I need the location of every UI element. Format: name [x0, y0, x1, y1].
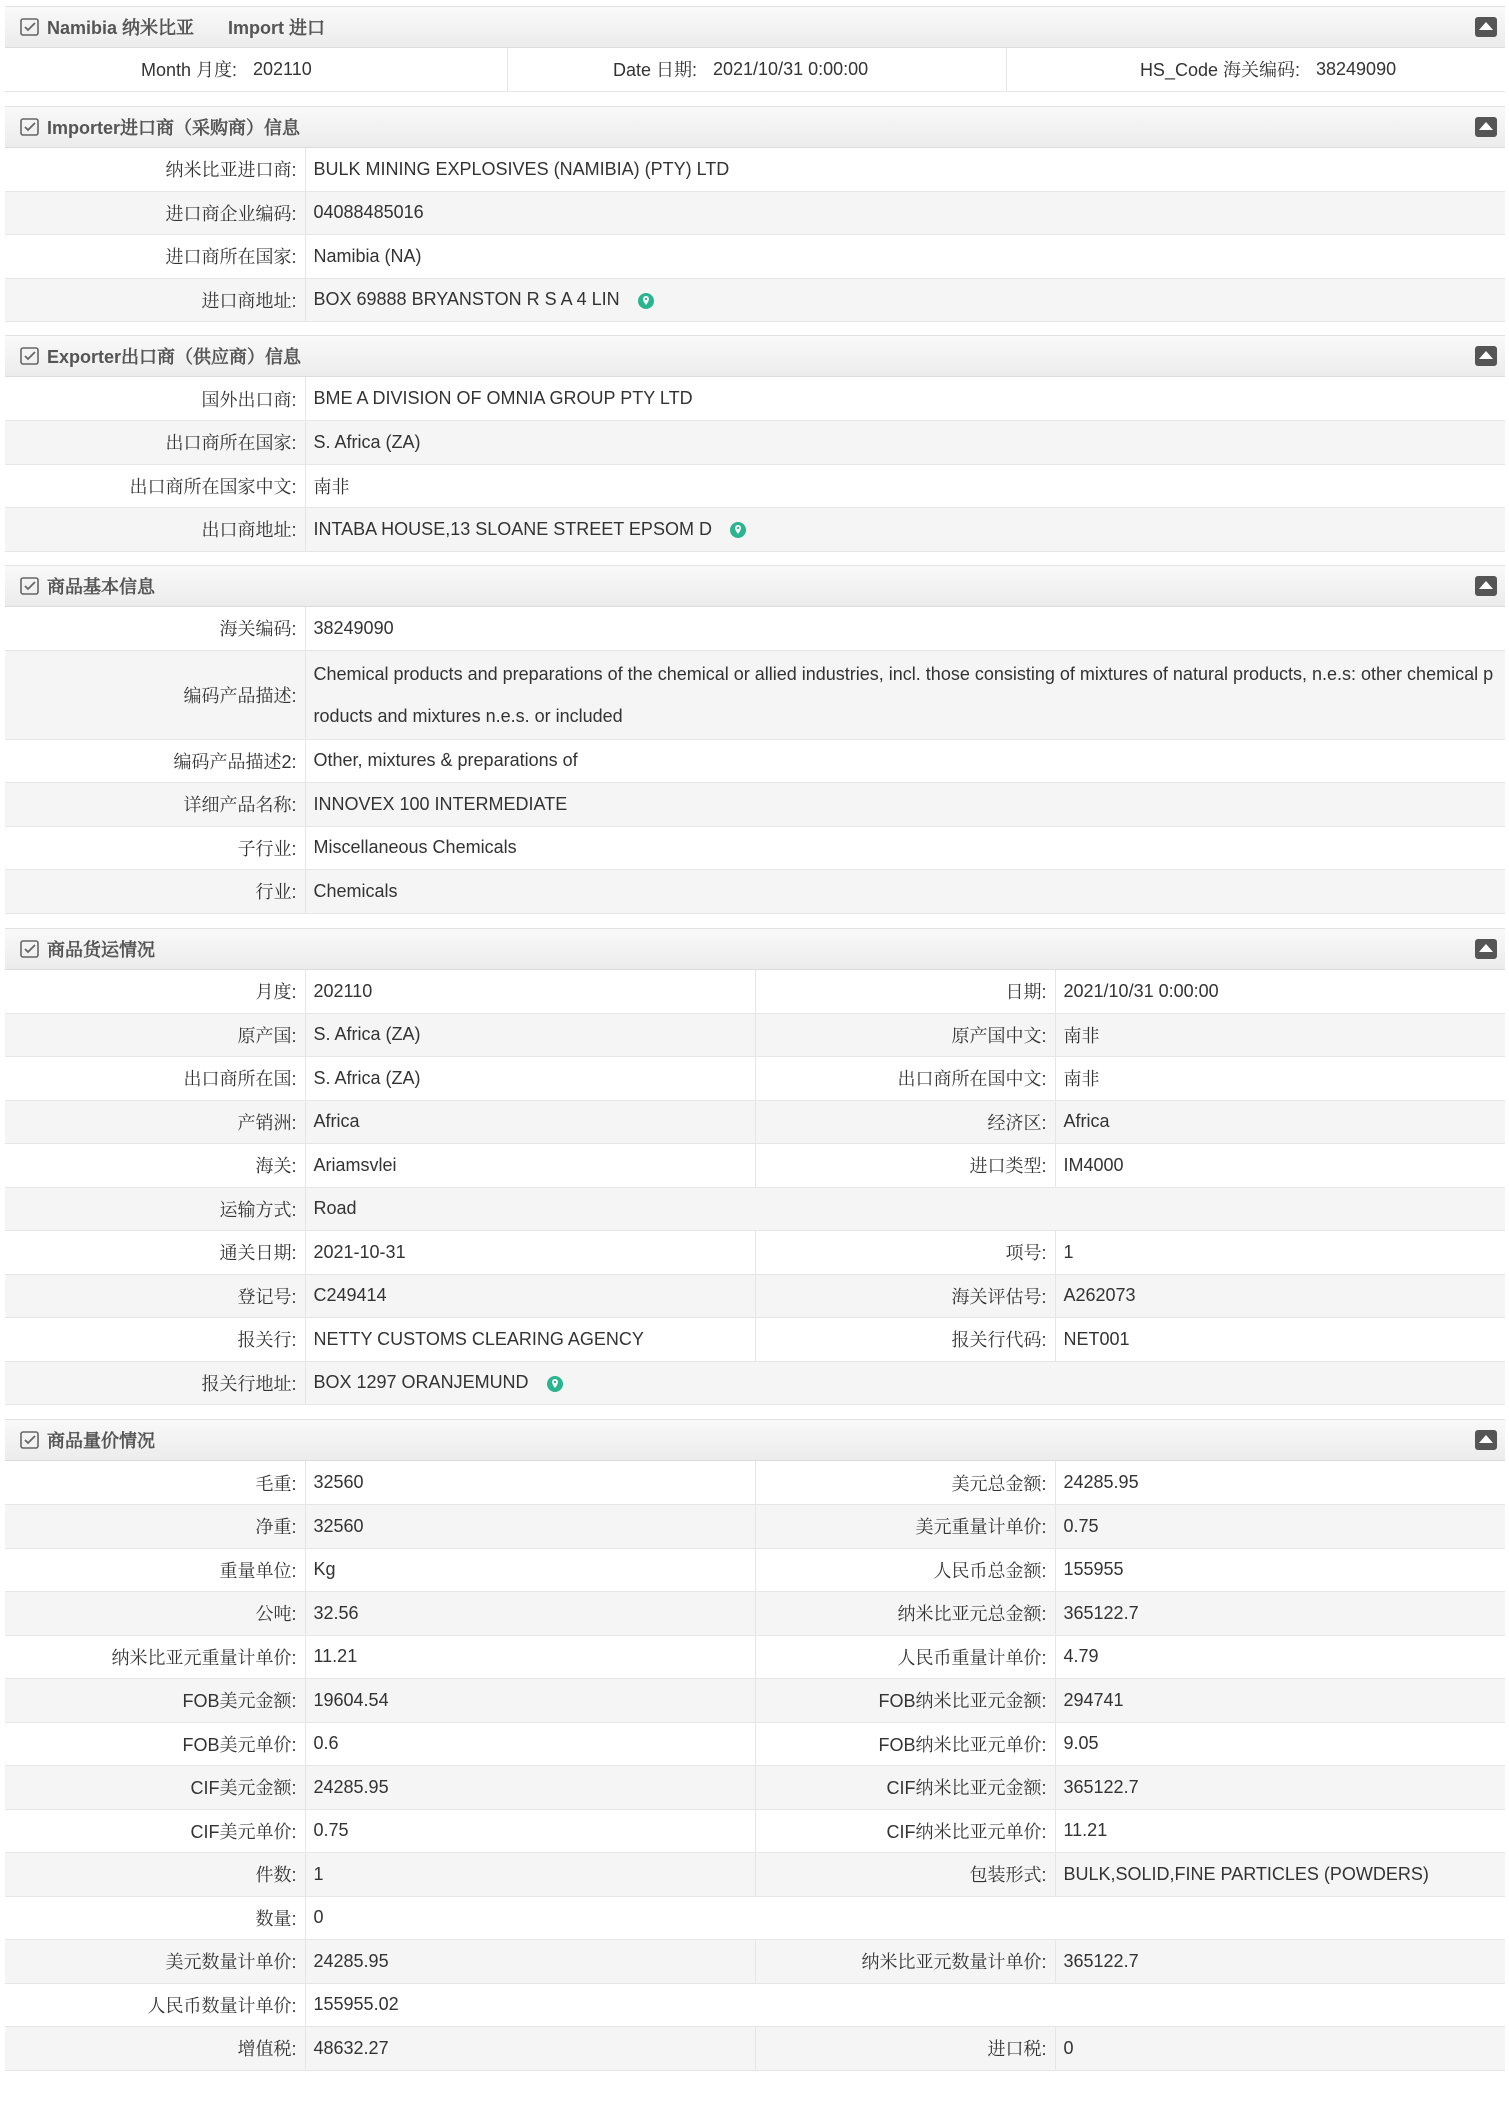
field-value: 11.21 [1055, 1809, 1505, 1853]
field-label: CIF纳米比亚元单价: [755, 1809, 1055, 1853]
pricing-row [5, 2027, 1505, 2071]
exporter-header [5, 335, 1505, 377]
hs-code-label: HS_Code 海关编码: [1006, 48, 1308, 91]
field-label: 包装形式: [755, 1853, 1055, 1897]
checklist-icon [19, 345, 41, 367]
shipping-row [5, 1013, 1505, 1057]
importer-row [5, 235, 1505, 279]
shipping-header [5, 928, 1505, 970]
field-value: 24285.95 [1055, 1461, 1505, 1505]
field-value: 365122.7 [1055, 1766, 1505, 1810]
country-title: Namibia 纳米比亚 [47, 18, 195, 38]
field-value: 0 [305, 1896, 1505, 1940]
field-label: 数量: [5, 1896, 305, 1940]
importer-table [5, 148, 1505, 323]
field-label: 重量单位: [5, 1548, 305, 1592]
product-section [5, 565, 1505, 914]
field-label: 公吨: [5, 1592, 305, 1636]
field-label: CIF美元单价: [5, 1809, 305, 1853]
field-label: 纳米比亚元数量计单价: [755, 1940, 1055, 1984]
field-label: 美元重量计单价: [755, 1505, 1055, 1549]
exporter-section [5, 335, 1505, 552]
field-label: 经济区: [755, 1100, 1055, 1144]
field-value: Ariamsvlei [305, 1144, 755, 1188]
field-value: 202110 [305, 970, 755, 1014]
importer-row [5, 148, 1505, 192]
field-value: 365122.7 [1055, 1940, 1505, 1984]
field-value: Africa [305, 1100, 755, 1144]
pricing-row [5, 1983, 1505, 2027]
broker-address-value: BOX 1297 ORANJEMUND [313, 1372, 529, 1393]
product-row [5, 783, 1505, 827]
code-description2-value: Other, mixtures & preparations of [305, 739, 1505, 783]
field-value: Africa [1055, 1100, 1505, 1144]
field-label: 进口税: [755, 2027, 1055, 2071]
shipping-table [5, 970, 1505, 1406]
field-value: BULK,SOLID,FINE PARTICLES (POWDERS) [1055, 1853, 1505, 1897]
importer-address-cell [305, 278, 1505, 322]
shipping-row [5, 1144, 1505, 1188]
checklist-icon [19, 575, 41, 597]
product-name-value: INNOVEX 100 INTERMEDIATE [305, 783, 1505, 827]
field-value: NET001 [1055, 1318, 1505, 1362]
shipping-row [5, 1100, 1505, 1144]
exporter-title: Exporter出口商（供应商）信息 [47, 347, 302, 367]
field-label: 出口商所在国中文: [755, 1057, 1055, 1101]
field-label: CIF美元金额: [5, 1766, 305, 1810]
product-table [5, 607, 1505, 914]
field-value: 2021/10/31 0:00:00 [1055, 970, 1505, 1014]
exporter-name-label: 国外出口商: [5, 377, 305, 421]
pricing-row [5, 1940, 1505, 1984]
date-label: Date 日期: [507, 48, 705, 91]
importer-country-label: 进口商所在国家: [5, 235, 305, 279]
field-label: 美元数量计单价: [5, 1940, 305, 1984]
summary-row [5, 48, 1505, 91]
exporter-row [5, 377, 1505, 421]
pricing-row [5, 1461, 1505, 1505]
importer-name-value: BULK MINING EXPLOSIVES (NAMIBIA) (PTY) LTD [305, 148, 1505, 192]
field-value: 南非 [1055, 1013, 1505, 1057]
pricing-row [5, 1809, 1505, 1853]
field-label: 运输方式: [5, 1187, 305, 1231]
pricing-section [5, 1419, 1505, 2071]
hs-code-value: 38249090 [1308, 48, 1505, 91]
exporter-address-cell [305, 508, 1505, 552]
checklist-icon [19, 16, 41, 38]
code-description2-label: 编码产品描述2: [5, 739, 305, 783]
product-title: 商品基本信息 [47, 576, 155, 597]
field-label: 报关行地址: [5, 1361, 305, 1405]
field-value: 155955.02 [305, 1983, 1505, 2027]
product-row [5, 826, 1505, 870]
exporter-address-value: INTABA HOUSE,13 SLOANE STREET EPSOM D [313, 518, 712, 539]
exporter-row [5, 508, 1505, 552]
field-label: 人民币数量计单价: [5, 1983, 305, 2027]
field-value: S. Africa (ZA) [305, 1013, 755, 1057]
importer-section [5, 106, 1505, 323]
shipping-row [5, 1057, 1505, 1101]
collapse-up-icon[interactable] [1475, 346, 1497, 366]
field-label: 纳米比亚元总金额: [755, 1592, 1055, 1636]
shipping-section [5, 928, 1505, 1406]
field-label: 海关: [5, 1144, 305, 1188]
summary-table [5, 48, 1505, 92]
field-label: 日期: [755, 970, 1055, 1014]
field-value: 南非 [1055, 1057, 1505, 1101]
field-value: 32560 [305, 1461, 755, 1505]
collapse-up-icon[interactable] [1475, 17, 1497, 37]
exporter-table [5, 377, 1505, 552]
shipping-row [5, 1274, 1505, 1318]
field-value: 9.05 [1055, 1722, 1505, 1766]
product-row [5, 607, 1505, 651]
industry-value: Chemicals [305, 870, 1505, 914]
field-value: 1 [1055, 1231, 1505, 1275]
field-label: 人民币总金额: [755, 1548, 1055, 1592]
shipping-row [5, 1318, 1505, 1362]
product-row [5, 650, 1505, 739]
field-label: 美元总金额: [755, 1461, 1055, 1505]
field-label: CIF纳米比亚元金额: [755, 1766, 1055, 1810]
pricing-row [5, 1548, 1505, 1592]
summary-section [5, 6, 1505, 92]
field-value: 32560 [305, 1505, 755, 1549]
field-value: 155955 [1055, 1548, 1505, 1592]
field-label: 原产国中文: [755, 1013, 1055, 1057]
field-label: 人民币重量计单价: [755, 1635, 1055, 1679]
field-label: FOB美元单价: [5, 1722, 305, 1766]
field-value: 0.75 [305, 1809, 755, 1853]
broker-address-cell [305, 1361, 1505, 1405]
field-label: 报关行代码: [755, 1318, 1055, 1362]
location-pin-icon[interactable] [637, 292, 655, 310]
summary-header [5, 6, 1505, 48]
field-value: NETTY CUSTOMS CLEARING AGENCY [305, 1318, 755, 1362]
code-description-value: Chemical products and preparations of the chemical or allied industries, incl. those consisting of mixtures of natural products, n.e.s: other chemical products and mixtures n.e.s. or included [305, 650, 1505, 739]
field-value: 365122.7 [1055, 1592, 1505, 1636]
pricing-row [5, 1679, 1505, 1723]
field-value: IM4000 [1055, 1144, 1505, 1188]
hs-code-value: 38249090 [305, 607, 1505, 651]
exporter-name-value: BME A DIVISION OF OMNIA GROUP PTY LTD [305, 377, 1505, 421]
product-header [5, 565, 1505, 607]
field-label: 毛重: [5, 1461, 305, 1505]
field-value: 0 [1055, 2027, 1505, 2071]
field-label: 海关评估号: [755, 1274, 1055, 1318]
collapse-up-icon[interactable] [1475, 117, 1497, 137]
pricing-header [5, 1419, 1505, 1461]
industry-label: 行业: [5, 870, 305, 914]
shipping-row [5, 1187, 1505, 1231]
shipping-title: 商品货运情况 [47, 939, 155, 960]
trade-type-title: Import 进口 [228, 18, 326, 38]
product-row [5, 739, 1505, 783]
pricing-row [5, 1722, 1505, 1766]
pricing-row [5, 1505, 1505, 1549]
field-label: 月度: [5, 970, 305, 1014]
pricing-row [5, 1766, 1505, 1810]
field-label: 原产国: [5, 1013, 305, 1057]
collapse-up-icon[interactable] [1475, 939, 1497, 959]
field-value: 0.75 [1055, 1505, 1505, 1549]
field-label: FOB纳米比亚元金额: [755, 1679, 1055, 1723]
field-value: C249414 [305, 1274, 755, 1318]
importer-row [5, 278, 1505, 322]
checklist-icon [19, 938, 41, 960]
pricing-row [5, 1635, 1505, 1679]
field-value: 48632.27 [305, 2027, 755, 2071]
field-label: 纳米比亚元重量计单价: [5, 1635, 305, 1679]
collapse-up-icon[interactable] [1475, 1430, 1497, 1450]
importer-name-label: 纳米比亚进口商: [5, 148, 305, 192]
field-value: 1 [305, 1853, 755, 1897]
field-label: 增值税: [5, 2027, 305, 2071]
field-label: 件数: [5, 1853, 305, 1897]
field-value: S. Africa (ZA) [305, 1057, 755, 1101]
field-value: Road [305, 1187, 1505, 1231]
field-value: 294741 [1055, 1679, 1505, 1723]
exporter-country-label: 出口商所在国家: [5, 421, 305, 465]
shipping-row [5, 1361, 1505, 1405]
field-label: 通关日期: [5, 1231, 305, 1275]
field-value: 11.21 [305, 1635, 755, 1679]
field-label: 进口类型: [755, 1144, 1055, 1188]
field-value: 4.79 [1055, 1635, 1505, 1679]
importer-address-label: 进口商地址: [5, 278, 305, 322]
location-pin-icon[interactable] [729, 521, 747, 539]
month-value: 202110 [245, 48, 507, 91]
exporter-country-cn-label: 出口商所在国家中文: [5, 464, 305, 508]
checklist-icon [19, 1429, 41, 1451]
date-value: 2021/10/31 0:00:00 [705, 48, 1006, 91]
field-label: 项号: [755, 1231, 1055, 1275]
field-value: 2021-10-31 [305, 1231, 755, 1275]
importer-row [5, 191, 1505, 235]
importer-code-label: 进口商企业编码: [5, 191, 305, 235]
pricing-table [5, 1461, 1505, 2071]
field-label: FOB美元金额: [5, 1679, 305, 1723]
field-label: 出口商所在国: [5, 1057, 305, 1101]
importer-title: Importer进口商（采购商）信息 [47, 117, 301, 138]
exporter-address-label: 出口商地址: [5, 508, 305, 552]
pricing-row [5, 1592, 1505, 1636]
exporter-country-value: S. Africa (ZA) [305, 421, 1505, 465]
importer-code-value: 04088485016 [305, 191, 1505, 235]
product-name-label: 详细产品名称: [5, 783, 305, 827]
field-value: 24285.95 [305, 1940, 755, 1984]
field-label: 产销洲: [5, 1100, 305, 1144]
code-description-label: 编码产品描述: [5, 650, 305, 739]
field-value: 24285.95 [305, 1766, 755, 1810]
exporter-row [5, 421, 1505, 465]
product-row [5, 870, 1505, 914]
field-value: 0.6 [305, 1722, 755, 1766]
pricing-row [5, 1896, 1505, 1940]
field-label: 报关行: [5, 1318, 305, 1362]
field-value: 19604.54 [305, 1679, 755, 1723]
exporter-country-cn-value: 南非 [305, 464, 1505, 508]
shipping-row [5, 970, 1505, 1014]
field-label: FOB纳米比亚元单价: [755, 1722, 1055, 1766]
importer-header [5, 106, 1505, 148]
field-value: 32.56 [305, 1592, 755, 1636]
pricing-row [5, 1853, 1505, 1897]
field-label: 净重: [5, 1505, 305, 1549]
field-label: 登记号: [5, 1274, 305, 1318]
hs-code-label: 海关编码: [5, 607, 305, 651]
checklist-icon [19, 116, 41, 138]
collapse-up-icon[interactable] [1475, 576, 1497, 596]
location-pin-icon[interactable] [546, 1375, 564, 1393]
pricing-title: 商品量价情况 [47, 1431, 155, 1451]
field-value: A262073 [1055, 1274, 1505, 1318]
sub-industry-value: Miscellaneous Chemicals [305, 826, 1505, 870]
importer-country-value: Namibia (NA) [305, 235, 1505, 279]
month-label: Month 月度: [5, 48, 245, 91]
exporter-row [5, 464, 1505, 508]
shipping-row [5, 1231, 1505, 1275]
field-value: Kg [305, 1548, 755, 1592]
sub-industry-label: 子行业: [5, 826, 305, 870]
importer-address-value: BOX 69888 BRYANSTON R S A 4 LIN [313, 289, 620, 310]
